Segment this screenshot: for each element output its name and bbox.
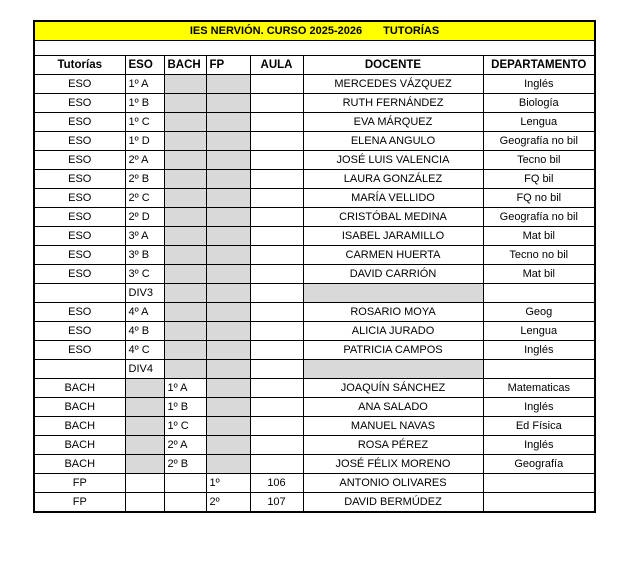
cell-bach <box>164 493 206 513</box>
document-title <box>34 21 595 41</box>
cell-tutorias: ESO <box>34 227 125 246</box>
spacer-cell <box>34 41 595 56</box>
table-row-eso <box>34 94 595 113</box>
cell-eso: 2º A <box>125 151 164 170</box>
cell-aula <box>250 208 303 227</box>
cell-aula <box>250 246 303 265</box>
cell-eso <box>125 379 164 398</box>
cell-eso: 4º B <box>125 322 164 341</box>
cell-eso: 1º B <box>125 94 164 113</box>
column-header-aula: AULA <box>250 56 303 75</box>
cell-bach <box>164 265 206 284</box>
cell-aula: 107 <box>250 493 303 513</box>
cell-fp <box>206 208 250 227</box>
cell-tutorias: BACH <box>34 398 125 417</box>
cell-tutorias: BACH <box>34 455 125 474</box>
cell-departamento: Geog <box>483 303 595 322</box>
cell-bach <box>164 227 206 246</box>
cell-fp <box>206 94 250 113</box>
cell-bach: 1º B <box>164 398 206 417</box>
cell-departamento <box>483 474 595 493</box>
cell-fp <box>206 75 250 94</box>
cell-departamento: Inglés <box>483 436 595 455</box>
tutorias-document <box>33 20 596 513</box>
table-row-bach <box>34 379 595 398</box>
table-row-eso <box>34 113 595 132</box>
cell-bach <box>164 341 206 360</box>
cell-bach: 2º B <box>164 455 206 474</box>
cell-bach <box>164 208 206 227</box>
table-row-div <box>34 360 595 379</box>
table-row-eso <box>34 227 595 246</box>
cell-docente: ANTONIO OLIVARES <box>303 474 483 493</box>
cell-docente: MANUEL NAVAS <box>303 417 483 436</box>
cell-departamento: Geografía no bil <box>483 132 595 151</box>
cell-eso: 2º D <box>125 208 164 227</box>
cell-docente: JOAQUÍN SÁNCHEZ <box>303 379 483 398</box>
cell-eso: DIV4 <box>125 360 164 379</box>
cell-tutorias: ESO <box>34 94 125 113</box>
cell-aula <box>250 227 303 246</box>
table-row-eso <box>34 265 595 284</box>
cell-fp <box>206 436 250 455</box>
cell-bach: 1º A <box>164 379 206 398</box>
cell-fp <box>206 341 250 360</box>
cell-fp <box>206 417 250 436</box>
cell-eso <box>125 417 164 436</box>
table-row-eso <box>34 189 595 208</box>
cell-aula <box>250 132 303 151</box>
cell-departamento: Tecno bil <box>483 151 595 170</box>
cell-tutorias: ESO <box>34 151 125 170</box>
table-row-eso <box>34 132 595 151</box>
cell-docente: ANA SALADO <box>303 398 483 417</box>
cell-eso <box>125 493 164 513</box>
cell-tutorias <box>34 360 125 379</box>
cell-docente: ELENA ANGULO <box>303 132 483 151</box>
cell-departamento: Lengua <box>483 113 595 132</box>
cell-fp <box>206 360 250 379</box>
spacer-row <box>34 41 595 56</box>
cell-tutorias: FP <box>34 493 125 513</box>
cell-docente: DAVID CARRIÓN <box>303 265 483 284</box>
cell-docente: EVA MÁRQUEZ <box>303 113 483 132</box>
cell-fp <box>206 151 250 170</box>
column-header-fp: FP <box>206 56 250 75</box>
cell-bach <box>164 322 206 341</box>
cell-fp: 1º <box>206 474 250 493</box>
cell-fp <box>206 227 250 246</box>
cell-docente: LAURA GONZÁLEZ <box>303 170 483 189</box>
title-row <box>34 21 595 41</box>
cell-aula <box>250 303 303 322</box>
table-row-eso <box>34 303 595 322</box>
cell-departamento: Ed Física <box>483 417 595 436</box>
cell-bach <box>164 170 206 189</box>
table-row-bach <box>34 398 595 417</box>
cell-docente: ROSARIO MOYA <box>303 303 483 322</box>
table-row-eso <box>34 246 595 265</box>
cell-eso: 1º C <box>125 113 164 132</box>
table-row-bach <box>34 455 595 474</box>
cell-eso <box>125 455 164 474</box>
table-row-fp <box>34 474 595 493</box>
cell-bach <box>164 132 206 151</box>
cell-aula <box>250 398 303 417</box>
cell-docente: ALICIA JURADO <box>303 322 483 341</box>
cell-aula <box>250 284 303 303</box>
cell-tutorias: BACH <box>34 379 125 398</box>
table-row-fp <box>34 493 595 513</box>
cell-departamento: Mat bil <box>483 265 595 284</box>
cell-bach: 1º C <box>164 417 206 436</box>
table-row-eso <box>34 170 595 189</box>
cell-tutorias: ESO <box>34 208 125 227</box>
cell-fp <box>206 113 250 132</box>
cell-aula <box>250 94 303 113</box>
table-row-eso <box>34 75 595 94</box>
cell-docente: ROSA PÉREZ <box>303 436 483 455</box>
cell-fp <box>206 303 250 322</box>
tutorias-table <box>33 20 596 513</box>
cell-docente: JOSÉ FÉLIX MORENO <box>303 455 483 474</box>
title-tutorias: TUTORÍAS <box>383 25 440 37</box>
table-body <box>34 75 595 513</box>
cell-tutorias: ESO <box>34 132 125 151</box>
cell-bach <box>164 303 206 322</box>
cell-fp <box>206 284 250 303</box>
cell-departamento <box>483 360 595 379</box>
cell-eso <box>125 436 164 455</box>
table-row-eso <box>34 322 595 341</box>
cell-tutorias: ESO <box>34 170 125 189</box>
cell-eso <box>125 398 164 417</box>
cell-docente: CRISTÓBAL MEDINA <box>303 208 483 227</box>
table-row-eso <box>34 151 595 170</box>
column-header-bach: BACH <box>164 56 206 75</box>
cell-departamento: Matematicas <box>483 379 595 398</box>
cell-docente: MERCEDES VÁZQUEZ <box>303 75 483 94</box>
cell-aula <box>250 436 303 455</box>
cell-tutorias: BACH <box>34 417 125 436</box>
cell-eso: 3º B <box>125 246 164 265</box>
cell-tutorias <box>34 284 125 303</box>
cell-departamento: Geografía no bil <box>483 208 595 227</box>
cell-fp <box>206 455 250 474</box>
title-main: IES NERVIÓN. CURSO 2025-2026 <box>189 25 363 37</box>
cell-bach <box>164 189 206 208</box>
cell-tutorias: ESO <box>34 113 125 132</box>
cell-departamento: Inglés <box>483 341 595 360</box>
cell-aula <box>250 170 303 189</box>
cell-aula <box>250 455 303 474</box>
cell-eso: 2º C <box>125 189 164 208</box>
column-header-docente: DOCENTE <box>303 56 483 75</box>
cell-aula <box>250 417 303 436</box>
cell-tutorias: ESO <box>34 265 125 284</box>
cell-departamento: FQ no bil <box>483 189 595 208</box>
cell-departamento: Biología <box>483 94 595 113</box>
cell-eso: 3º A <box>125 227 164 246</box>
cell-departamento: Inglés <box>483 398 595 417</box>
cell-tutorias: ESO <box>34 246 125 265</box>
cell-eso: 4º C <box>125 341 164 360</box>
cell-fp <box>206 189 250 208</box>
cell-fp <box>206 170 250 189</box>
cell-bach: 2º A <box>164 436 206 455</box>
column-header-tutorias: Tutorías <box>34 56 125 75</box>
table-row-bach <box>34 436 595 455</box>
cell-eso <box>125 474 164 493</box>
cell-departamento: Geografía <box>483 455 595 474</box>
cell-docente: PATRICIA CAMPOS <box>303 341 483 360</box>
cell-departamento: FQ bil <box>483 170 595 189</box>
cell-docente: DAVID BERMÚDEZ <box>303 493 483 513</box>
cell-docente: MARÍA VELLIDO <box>303 189 483 208</box>
cell-tutorias: ESO <box>34 75 125 94</box>
cell-tutorias: ESO <box>34 189 125 208</box>
cell-aula <box>250 151 303 170</box>
cell-tutorias: ESO <box>34 303 125 322</box>
cell-eso: 1º D <box>125 132 164 151</box>
cell-departamento: Tecno no bil <box>483 246 595 265</box>
cell-aula <box>250 341 303 360</box>
cell-eso: DIV3 <box>125 284 164 303</box>
cell-fp <box>206 398 250 417</box>
cell-docente: CARMEN HUERTA <box>303 246 483 265</box>
cell-docente: ISABEL JARAMILLO <box>303 227 483 246</box>
cell-departamento: Mat bil <box>483 227 595 246</box>
cell-bach <box>164 75 206 94</box>
cell-aula <box>250 379 303 398</box>
column-header-eso: ESO <box>125 56 164 75</box>
table-row-eso <box>34 208 595 227</box>
cell-fp <box>206 322 250 341</box>
cell-aula <box>250 75 303 94</box>
cell-bach <box>164 246 206 265</box>
cell-aula <box>250 189 303 208</box>
column-header-departamento: DEPARTAMENTO <box>483 56 595 75</box>
cell-fp <box>206 132 250 151</box>
cell-bach <box>164 474 206 493</box>
cell-docente <box>303 360 483 379</box>
cell-tutorias: BACH <box>34 436 125 455</box>
cell-tutorias: ESO <box>34 341 125 360</box>
table-row-div <box>34 284 595 303</box>
cell-aula <box>250 265 303 284</box>
cell-departamento: Lengua <box>483 322 595 341</box>
cell-bach <box>164 360 206 379</box>
cell-fp <box>206 246 250 265</box>
cell-docente <box>303 284 483 303</box>
cell-aula: 106 <box>250 474 303 493</box>
cell-bach <box>164 151 206 170</box>
cell-departamento: Inglés <box>483 75 595 94</box>
cell-bach <box>164 284 206 303</box>
cell-fp <box>206 265 250 284</box>
cell-docente: RUTH FERNÁNDEZ <box>303 94 483 113</box>
cell-aula <box>250 322 303 341</box>
table-row-bach <box>34 417 595 436</box>
cell-docente: JOSÉ LUIS VALENCIA <box>303 151 483 170</box>
cell-departamento <box>483 493 595 513</box>
cell-aula <box>250 113 303 132</box>
cell-aula <box>250 360 303 379</box>
cell-departamento <box>483 284 595 303</box>
cell-tutorias: FP <box>34 474 125 493</box>
cell-tutorias: ESO <box>34 322 125 341</box>
table-row-eso <box>34 341 595 360</box>
cell-bach <box>164 113 206 132</box>
cell-eso: 4º A <box>125 303 164 322</box>
cell-bach <box>164 94 206 113</box>
cell-eso: 1º A <box>125 75 164 94</box>
column-header-row <box>34 56 595 75</box>
cell-fp <box>206 379 250 398</box>
cell-eso: 2º B <box>125 170 164 189</box>
cell-fp: 2º <box>206 493 250 513</box>
cell-eso: 3º C <box>125 265 164 284</box>
